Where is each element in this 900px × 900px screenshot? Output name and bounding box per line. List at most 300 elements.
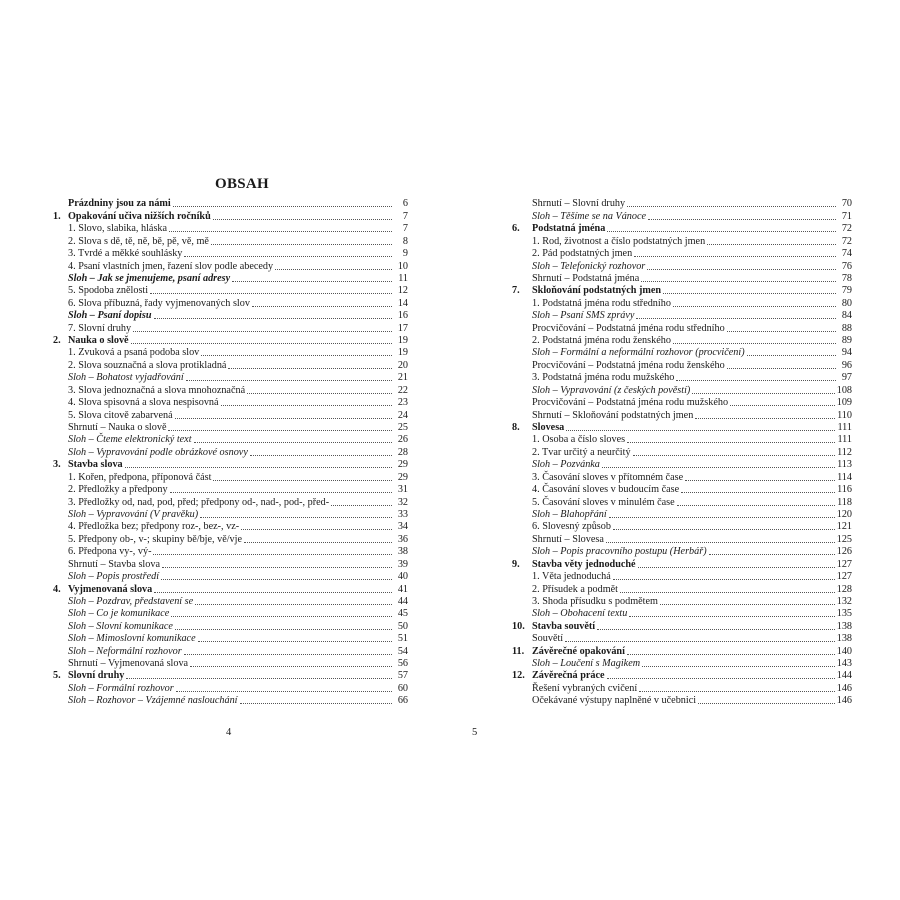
dot-leader xyxy=(153,554,392,555)
toc-entry xyxy=(53,346,408,358)
toc-entry-label: 1. Věta jednoduchá xyxy=(532,571,611,583)
toc-entry-label: 3. Slova jednoznačná a slova mnohoznačná xyxy=(68,384,246,396)
toc-entry xyxy=(512,234,852,246)
toc-page-number: 50 xyxy=(397,620,408,632)
toc-page-number: 71 xyxy=(841,210,852,222)
toc-entry xyxy=(53,209,408,221)
toc-entry-label: 4. Předložka bez; předpony roz-, bez-, vz- xyxy=(68,521,240,533)
dot-leader xyxy=(727,331,836,332)
toc-entry-label: Závěrečné opakování xyxy=(532,645,625,657)
dot-leader xyxy=(250,455,392,456)
toc-page-number: 40 xyxy=(397,571,408,583)
toc-page-number: 143 xyxy=(836,658,852,670)
dot-leader xyxy=(673,343,836,344)
dot-leader xyxy=(170,492,392,493)
toc-entry xyxy=(512,209,852,221)
toc-entry-label: Sloh – Popis pracovního postupu (Herbář) xyxy=(532,546,707,558)
toc-page-number: 72 xyxy=(841,223,852,235)
toc-entry xyxy=(53,421,408,433)
page-number-right: 5 xyxy=(472,727,478,738)
toc-entry xyxy=(512,669,852,681)
dot-leader xyxy=(169,231,392,232)
toc-entry-label: 4. Slova spisovná a slova nespisovná xyxy=(68,397,219,409)
toc-entry-label: 6. Slovesný způsob xyxy=(532,521,611,533)
toc-entry xyxy=(53,458,408,470)
toc-page-number: 84 xyxy=(841,310,852,322)
toc-page-number: 88 xyxy=(841,322,852,334)
toc-entry-label: 2. Podstatná jména rodu ženského xyxy=(532,335,671,347)
toc-entry-label: Sloh – Vypravování podle obrázkové osnovy xyxy=(68,446,248,458)
toc-entry xyxy=(512,247,852,259)
toc-entry xyxy=(512,421,852,433)
toc-page-number: 116 xyxy=(837,484,852,496)
toc-entry xyxy=(512,259,852,271)
toc-entry xyxy=(512,197,852,209)
toc-page-number: 26 xyxy=(397,434,408,446)
toc-entry-label: Závěrečná práce xyxy=(532,670,605,682)
dot-leader xyxy=(198,641,392,642)
toc-page-number: 39 xyxy=(397,558,408,570)
toc-page-number: 111 xyxy=(837,434,852,446)
dot-leader xyxy=(184,256,392,257)
toc-entry xyxy=(53,383,408,395)
dot-leader xyxy=(241,529,392,530)
toc-entry xyxy=(512,644,852,656)
toc-entry xyxy=(53,197,408,209)
toc-entry xyxy=(53,396,408,408)
toc-entry-label: Shrnutí – Podstatná jména xyxy=(532,272,640,284)
toc-page-number: 96 xyxy=(841,359,852,371)
toc-entry-label: Sloh – Psaní SMS zprávy xyxy=(532,310,635,322)
toc-entry xyxy=(512,508,852,520)
toc-entry-label: Sloh – Telefonický rozhovor xyxy=(532,260,646,272)
toc-entry-label: Sloh – Obohacení textu xyxy=(532,608,628,620)
toc-page-number: 44 xyxy=(397,595,408,607)
toc-entry-label: Řešení vybraných cvičení xyxy=(532,682,638,694)
toc-page-number: 33 xyxy=(397,508,408,520)
dot-leader xyxy=(228,368,392,369)
toc-entry xyxy=(53,234,408,246)
toc-entry xyxy=(53,694,408,706)
toc-page-number: 109 xyxy=(836,397,852,409)
toc-entry-label: Sloh – Co je komunikace xyxy=(68,608,170,620)
toc-page-number: 60 xyxy=(397,682,408,694)
toc-entry-label: 1. Podstatná jména rodu středního xyxy=(532,297,671,309)
toc-entry xyxy=(512,284,852,296)
dot-leader xyxy=(707,244,836,245)
dot-leader xyxy=(232,281,392,282)
toc-chapter-number: 2. xyxy=(53,335,61,347)
toc-entry-label: Shrnutí – Vyjmenovaná slova xyxy=(68,658,189,670)
dot-leader xyxy=(613,529,835,530)
toc-entry-label: 6. Slova příbuzná, řady vyjmenovaných slov xyxy=(68,297,250,309)
dot-leader xyxy=(727,368,836,369)
toc-entry-label: Sloh – Loučení s Magikem xyxy=(532,658,641,670)
toc-chapter-number: 6. xyxy=(512,223,520,235)
toc-page-number: 70 xyxy=(841,198,852,210)
toc-entry xyxy=(512,296,852,308)
toc-page-number: 7 xyxy=(402,210,408,222)
toc-entry-label: Sloh – Blahopřání xyxy=(532,508,607,520)
toc-entry-label: 5. Slova citově zabarvená xyxy=(68,409,173,421)
toc-entry-label: Sloh – Čteme elektronický text xyxy=(68,434,192,446)
dot-leader xyxy=(677,505,835,506)
toc-page-number: 121 xyxy=(836,521,852,533)
toc-page-number: 140 xyxy=(836,645,852,657)
toc-entry xyxy=(512,470,852,482)
toc-page-number: 127 xyxy=(836,558,852,570)
dot-leader xyxy=(331,505,392,506)
toc-entry-label: Sloh – Pozvánka xyxy=(532,459,600,471)
dot-leader xyxy=(175,418,392,419)
toc-entry-label: Očekávané výstupy naplněné v učebnici xyxy=(532,695,697,707)
toc-entry-label: 4. Psaní vlastních jmen, řazení slov podle abecedy xyxy=(68,260,274,272)
dot-leader xyxy=(709,554,835,555)
dot-leader xyxy=(636,318,836,319)
toc-page-number: 138 xyxy=(836,620,852,632)
toc-entry xyxy=(53,595,408,607)
toc-entry xyxy=(53,532,408,544)
toc-page-number: 118 xyxy=(837,496,852,508)
toc-entry xyxy=(53,296,408,308)
toc-entry xyxy=(53,657,408,669)
toc-page-number: 31 xyxy=(397,484,408,496)
toc-page-number: 94 xyxy=(841,347,852,359)
toc-entry xyxy=(53,520,408,532)
toc-entry-label: 5. Časování sloves v minulém čase xyxy=(532,496,675,508)
dot-leader xyxy=(565,641,835,642)
toc-entry-label: Vyjmenovaná slova xyxy=(68,583,153,595)
dot-leader xyxy=(627,442,835,443)
dot-leader xyxy=(681,492,835,493)
toc-page-number: 24 xyxy=(397,409,408,421)
toc-page-number: 9 xyxy=(402,248,408,260)
dot-leader xyxy=(633,455,836,456)
toc-entry xyxy=(512,272,852,284)
toc-page-number: 16 xyxy=(397,310,408,322)
toc-entry xyxy=(53,570,408,582)
toc-entry-label: 6. Předpona vy-, vý- xyxy=(68,546,152,558)
dot-leader xyxy=(125,467,392,468)
dot-leader xyxy=(695,418,835,419)
dot-leader xyxy=(609,517,835,518)
toc-page-number: 25 xyxy=(397,422,408,434)
toc-page-number: 56 xyxy=(397,658,408,670)
toc-entry-label: 3. Časování sloves v přítomném čase xyxy=(532,471,684,483)
dot-leader xyxy=(673,306,836,307)
dot-leader xyxy=(154,318,392,319)
toc-entry xyxy=(512,483,852,495)
toc-page-number: 74 xyxy=(841,248,852,260)
toc-page-number: 135 xyxy=(836,608,852,620)
dot-leader xyxy=(607,231,836,232)
page-number-left: 4 xyxy=(226,727,232,738)
toc-page-number: 12 xyxy=(397,285,408,297)
toc-chapter-number: 12. xyxy=(512,670,525,682)
toc-entry-label: Slovesa xyxy=(532,422,565,434)
toc-list-left xyxy=(53,197,408,706)
toc-entry xyxy=(53,358,408,370)
toc-entry-label: Sloh – Popis prostředí xyxy=(68,571,160,583)
toc-entry-label: 3. Tvrdé a měkké souhlásky xyxy=(68,248,183,260)
toc-entry xyxy=(512,309,852,321)
dot-leader xyxy=(171,616,392,617)
toc-entry xyxy=(512,545,852,557)
toc-entry-label: 3. Předložky od, nad, pod, před; předpony od-, nad-, pod-, před- xyxy=(68,496,330,508)
toc-entry-label: 1. Rod, životnost a číslo podstatných jmen xyxy=(532,235,706,247)
toc-page-number: 112 xyxy=(837,446,852,458)
toc-page-number: 80 xyxy=(841,297,852,309)
dot-leader xyxy=(184,654,392,655)
toc-entry xyxy=(512,570,852,582)
toc-chapter-number: 9. xyxy=(512,558,520,570)
toc-entry-label: Nauka o slově xyxy=(68,335,129,347)
toc-page-number: 19 xyxy=(397,347,408,359)
dot-leader xyxy=(168,430,392,431)
toc-entry xyxy=(512,358,852,370)
toc-page-number: 114 xyxy=(837,471,852,483)
dot-leader xyxy=(186,380,392,381)
toc-entry xyxy=(512,321,852,333)
toc-entry xyxy=(512,458,852,470)
toc-entry xyxy=(512,520,852,532)
right-page xyxy=(450,0,900,900)
toc-entry xyxy=(512,383,852,395)
toc-entry xyxy=(53,582,408,594)
toc-entry xyxy=(53,371,408,383)
toc-page-number: 89 xyxy=(841,335,852,347)
toc-page-number: 120 xyxy=(836,508,852,520)
toc-entry xyxy=(512,657,852,669)
toc-entry xyxy=(512,371,852,383)
dot-leader xyxy=(676,380,836,381)
toc-entry xyxy=(53,272,408,284)
toc-page-number: 111 xyxy=(837,422,852,434)
toc-page-number: 38 xyxy=(397,546,408,558)
toc-entry-label: Sloh – Mimoslovní komunikace xyxy=(68,633,196,645)
dot-leader xyxy=(629,616,834,617)
toc-entry-label: Slovní druhy xyxy=(68,670,125,682)
toc-page-number: 126 xyxy=(836,546,852,558)
toc-page-number: 146 xyxy=(836,682,852,694)
toc-entry-label: 1. Zvuková a psaná podoba slov xyxy=(68,347,200,359)
dot-leader xyxy=(150,293,392,294)
toc-entry-label: Sloh – Rozhovor – Vzájemné naslouchání xyxy=(68,695,238,707)
toc-chapter-number: 8. xyxy=(512,422,520,434)
toc-entry-label: Shrnutí – Slovní druhy xyxy=(532,198,626,210)
toc-entry-label: 1. Slovo, slabika, hláska xyxy=(68,223,168,235)
toc-entry xyxy=(53,619,408,631)
toc-entry xyxy=(53,247,408,259)
dot-leader xyxy=(195,604,392,605)
toc-entry xyxy=(512,495,852,507)
toc-entry-label: Sloh – Formální a neformální rozhovor (procvičení) xyxy=(532,347,745,359)
dot-leader xyxy=(639,691,834,692)
toc-entry xyxy=(512,595,852,607)
toc-title: OBSAH xyxy=(215,176,270,192)
toc-entry-label: Stavba souvětí xyxy=(532,620,596,632)
toc-page-number: 32 xyxy=(397,496,408,508)
toc-page-number: 138 xyxy=(836,633,852,645)
toc-page-number: 17 xyxy=(397,322,408,334)
dot-leader xyxy=(634,256,836,257)
dot-leader xyxy=(660,604,835,605)
toc-entry xyxy=(53,259,408,271)
dot-leader xyxy=(606,542,835,543)
toc-page-number: 7 xyxy=(402,223,408,235)
toc-entry-label: 3. Shoda přísudku s podmětem xyxy=(532,595,658,607)
toc-page-number: 6 xyxy=(402,198,408,210)
dot-leader xyxy=(175,629,392,630)
toc-entry xyxy=(53,445,408,457)
toc-page-number: 19 xyxy=(397,335,408,347)
toc-entry-label: 5. Předpony ob-, v-; skupiny bě/bje, vě/vje xyxy=(68,533,243,545)
toc-entry-label: 2. Přísudek a podmět xyxy=(532,583,619,595)
toc-page-number: 21 xyxy=(397,372,408,384)
toc-entry-label: 3. Podstatná jména rodu mužského xyxy=(532,372,675,384)
toc-entry xyxy=(512,694,852,706)
toc-page-number: 54 xyxy=(397,645,408,657)
dot-leader xyxy=(211,244,392,245)
toc-entry-label: Procvičování – Podstatná jména rodu mužského xyxy=(532,397,729,409)
toc-entry xyxy=(512,582,852,594)
toc-page-number: 8 xyxy=(402,235,408,247)
toc-page-number: 125 xyxy=(836,533,852,545)
dot-leader xyxy=(641,281,836,282)
toc-chapter-number: 11. xyxy=(512,645,525,657)
dot-leader xyxy=(201,355,392,356)
toc-entry-label: 7. Slovní druhy xyxy=(68,322,132,334)
toc-page-number: 76 xyxy=(841,260,852,272)
toc-entry xyxy=(53,309,408,321)
toc-page-number: 132 xyxy=(836,595,852,607)
toc-entry-label: 2. Slova s dě, tě, ně, bě, pě, vě, mě xyxy=(68,235,209,247)
toc-entry-label: Sloh – Neformální rozhovor xyxy=(68,645,182,657)
dot-leader xyxy=(162,567,392,568)
dot-leader xyxy=(247,393,392,394)
toc-page-number: 29 xyxy=(397,459,408,471)
toc-page-number: 110 xyxy=(837,409,852,421)
toc-entry xyxy=(53,222,408,234)
toc-entry xyxy=(53,433,408,445)
toc-page-number: 10 xyxy=(397,260,408,272)
toc-page-number: 79 xyxy=(841,285,852,297)
toc-entry xyxy=(512,632,852,644)
toc-page-number: 45 xyxy=(397,608,408,620)
toc-entry xyxy=(53,557,408,569)
dot-leader xyxy=(620,592,835,593)
dot-leader xyxy=(613,579,835,580)
dot-leader xyxy=(194,442,392,443)
dot-leader xyxy=(221,405,392,406)
dot-leader xyxy=(133,331,392,332)
toc-entry-label: Prázdniny jsou za námi xyxy=(68,198,171,210)
toc-entry-label: Souvětí xyxy=(532,633,564,645)
dot-leader xyxy=(685,480,835,481)
toc-entry-label: Shrnutí – Skloňování podstatných jmen xyxy=(532,409,694,421)
toc-page-number: 28 xyxy=(397,446,408,458)
dot-leader xyxy=(698,703,835,704)
toc-entry xyxy=(512,619,852,631)
toc-entry xyxy=(53,495,408,507)
toc-entry-label: 5. Spodoba znělosti xyxy=(68,285,149,297)
dot-leader xyxy=(173,206,392,207)
toc-page-number: 34 xyxy=(397,521,408,533)
toc-page-number: 41 xyxy=(397,583,408,595)
dot-leader xyxy=(627,654,835,655)
toc-entry xyxy=(512,607,852,619)
dot-leader xyxy=(213,480,392,481)
toc-page-number: 113 xyxy=(837,459,852,471)
toc-page-number: 144 xyxy=(836,670,852,682)
toc-page-number: 11 xyxy=(398,272,408,284)
toc-list-right xyxy=(512,197,852,706)
dot-leader xyxy=(642,666,835,667)
toc-entry-label: 1. Osoba a číslo sloves xyxy=(532,434,626,446)
toc-entry-label: Stavba věty jednoduché xyxy=(532,558,636,570)
dot-leader xyxy=(747,355,836,356)
toc-entry xyxy=(512,222,852,234)
dot-leader xyxy=(213,219,392,220)
toc-page-number: 78 xyxy=(841,272,852,284)
toc-entry-label: Sloh – Vypravování (V pravěku) xyxy=(68,508,199,520)
toc-page-number: 127 xyxy=(836,571,852,583)
toc-entry-label: Shrnutí – Slovesa xyxy=(532,533,604,545)
dot-leader xyxy=(161,579,392,580)
dot-leader xyxy=(602,467,835,468)
toc-page-number: 36 xyxy=(397,533,408,545)
toc-entry-label: 4. Časování sloves v budoucím čase xyxy=(532,484,680,496)
toc-page-number: 14 xyxy=(397,297,408,309)
toc-entry-label: Skloňování podstatných jmen xyxy=(532,285,662,297)
dot-leader xyxy=(176,691,392,692)
toc-entry xyxy=(53,607,408,619)
dot-leader xyxy=(597,629,835,630)
toc-entry xyxy=(53,644,408,656)
toc-entry xyxy=(53,632,408,644)
toc-entry-label: Sloh – Bohatost vyjadřování xyxy=(68,372,184,384)
dot-leader xyxy=(126,678,392,679)
toc-entry xyxy=(53,334,408,346)
toc-entry xyxy=(512,532,852,544)
toc-entry-label: 2. Předložky a předpony xyxy=(68,484,168,496)
toc-entry-label: Sloh – Formální rozhovor xyxy=(68,682,174,694)
toc-page-number: 51 xyxy=(397,633,408,645)
toc-entry-label: Stavba slova xyxy=(68,459,123,471)
toc-chapter-number: 5. xyxy=(53,670,61,682)
toc-entry-label: Shrnutí – Stavba slova xyxy=(68,558,160,570)
toc-entry xyxy=(53,669,408,681)
toc-entry-label: Procvičování – Podstatná jména rodu ženského xyxy=(532,359,725,371)
toc-entry xyxy=(512,408,852,420)
dot-leader xyxy=(154,592,392,593)
toc-entry xyxy=(512,346,852,358)
dot-leader xyxy=(627,206,836,207)
dot-leader xyxy=(240,703,393,704)
toc-chapter-number: 3. xyxy=(53,459,61,471)
dot-leader xyxy=(730,405,835,406)
toc-chapter-number: 1. xyxy=(53,210,61,222)
toc-entry-label: 2. Tvar určitý a neurčitý xyxy=(532,446,631,458)
toc-page-number: 20 xyxy=(397,359,408,371)
toc-entry-label: Sloh – Těšíme se na Vánoce xyxy=(532,210,647,222)
toc-page-number: 72 xyxy=(841,235,852,247)
dot-leader xyxy=(131,343,392,344)
toc-page-number: 57 xyxy=(397,670,408,682)
dot-leader xyxy=(190,666,392,667)
toc-entry xyxy=(53,408,408,420)
toc-chapter-number: 4. xyxy=(53,583,61,595)
